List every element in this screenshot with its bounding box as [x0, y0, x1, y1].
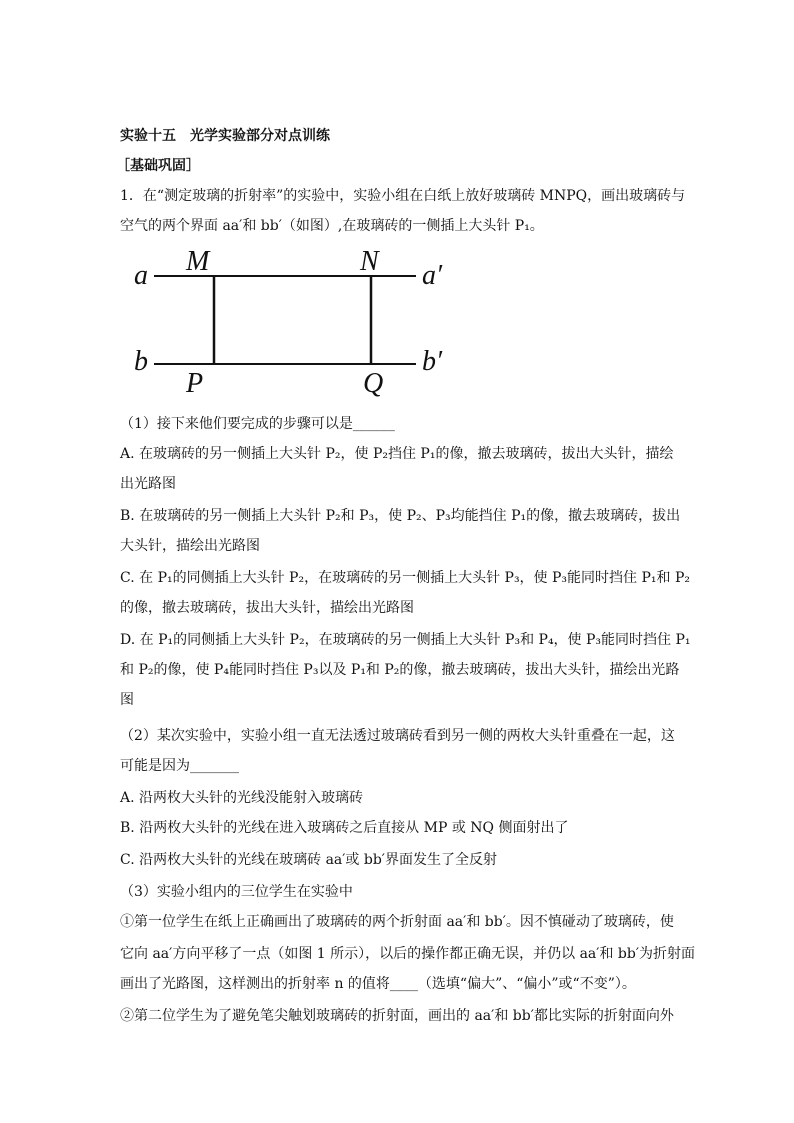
label-b-prime: b′ [422, 346, 443, 377]
label-q: Q [363, 368, 384, 399]
label-b: b [134, 346, 148, 377]
part-1-option-c-line-2: 的像，撤去玻璃砖，拔出大头针，描绘出光路图 [120, 600, 414, 616]
section-heading: ［基础巩固］ [116, 158, 200, 174]
label-a-prime: a′ [422, 260, 443, 291]
question-1-stem-line-2: 空气的两个界面 aa′和 bb′（如图）,在玻璃砖的一侧插上大头针 P₁。 [120, 218, 544, 234]
label-a: a [134, 260, 148, 291]
label-m: M [186, 246, 210, 277]
question-1-stem-line-1: 1．在“测定玻璃的折射率”的实验中，实验小组在白纸上放好玻璃砖 MNPQ，画出玻璃砖与 [120, 188, 686, 204]
label-p: P [186, 368, 204, 399]
part-3-item-1-line-1: ①第一位学生在纸上正确画出了玻璃砖的两个折射面 aa′和 bb′。因不慎碰动了玻璃砖，使 [120, 914, 674, 930]
part-3-item-1-line-3: 画出了光路图，这样测出的折射率 n 的值将____（选填“偏大”、“偏小”或“不变”）。 [120, 976, 636, 992]
part-3-item-1-line-2: 它向 aa′方向平移了一点（如图 1 所示），以后的操作都正确无误，并仍以 aa′和 bb′为折射面 [120, 946, 696, 962]
part-1-stem: （1）接下来他们要完成的步骤可以是______ [120, 416, 395, 432]
part-3-stem: （3）实验小组内的三位学生在实验中 [120, 884, 353, 900]
part-2-stem-line-2: 可能是因为_______ [120, 758, 239, 774]
part-1-option-d-line-3: 图 [120, 692, 134, 708]
part-1-option-c-line-1: C. 在 P₁的同侧插上大头针 P₂，在玻璃砖的另一侧插上大头针 P₃，使 P₃能同时挡住 P₁和 P₂ [120, 570, 691, 586]
part-2-option-b: B. 沿两枚大头针的光线在进入玻璃砖之后直接从 MP 或 NQ 侧面射出了 [120, 820, 569, 836]
part-1-option-a-line-2: 出光路图 [120, 476, 176, 492]
page-title: 实验十五 光学实验部分对点训练 [120, 128, 330, 144]
part-1-option-d-line-1: D. 在 P₁的同侧插上大头针 P₂，在玻璃砖的另一侧插上大头针 P₃和 P₄，使 P₃能同时挡住 P₁ [120, 632, 691, 648]
part-2-stem-line-1: （2）某次实验中，实验小组一直无法透过玻璃砖看到另一侧的两枚大头针重叠在一起，这 [120, 728, 675, 744]
part-3-item-2-line-1: ②第二位学生为了避免笔尖触划玻璃砖的折射面，画出的 aa′和 bb′都比实际的折射面向外 [120, 1008, 674, 1024]
part-1-option-a-line-1: A. 在玻璃砖的另一侧插上大头针 P₂，使 P₂挡住 P₁的像，撤去玻璃砖，拔出大头针，描绘 [120, 446, 674, 462]
part-1-option-d-line-2: 和 P₂的像，使 P₄能同时挡住 P₃以及 P₁和 P₂的像，撤去玻璃砖，拔出大头针，描绘出光路 [120, 662, 680, 678]
part-1-option-b-line-2: 大头针，描绘出光路图 [120, 538, 260, 554]
glass-block-figure [126, 240, 456, 405]
part-2-option-a: A. 沿两枚大头针的光线没能射入玻璃砖 [120, 790, 364, 806]
label-n: N [360, 246, 379, 277]
part-1-option-b-line-1: B. 在玻璃砖的另一侧插上大头针 P₂和 P₃，使 P₂、P₃均能挡住 P₁的像，撤去玻璃砖，拔出 [120, 508, 681, 524]
part-2-option-c: C. 沿两枚大头针的光线在玻璃砖 aa′或 bb′界面发生了全反射 [120, 852, 497, 868]
